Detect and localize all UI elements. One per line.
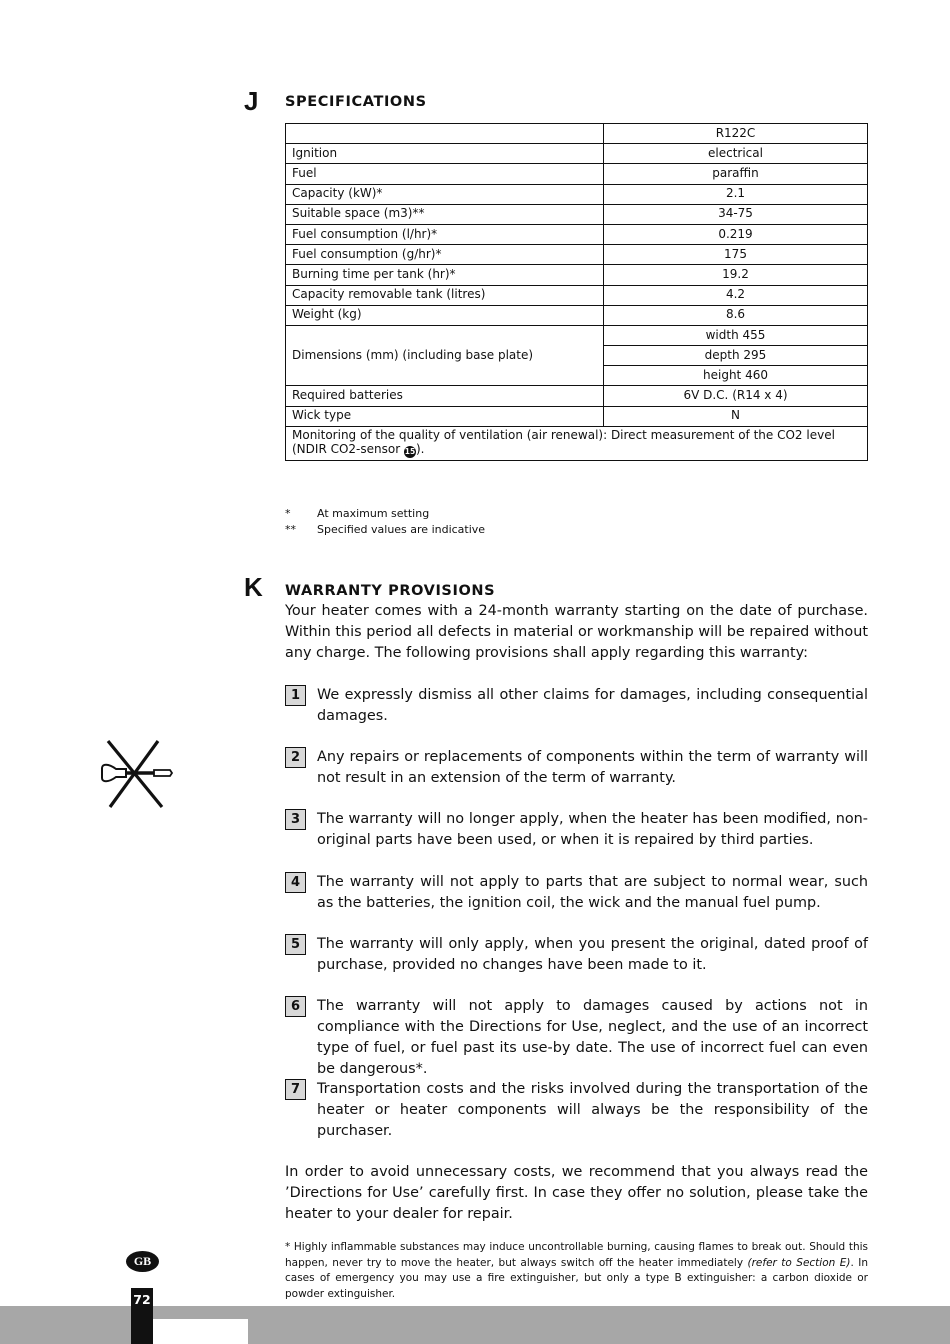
footnote-text: Specified values are indicative	[317, 523, 486, 536]
spec-label: Wick type	[286, 406, 604, 426]
spec-label: Required batteries	[286, 386, 604, 406]
table-row	[286, 144, 868, 164]
warranty-item	[285, 872, 868, 914]
table-row	[286, 406, 868, 426]
page-number: 72	[133, 1292, 151, 1307]
table-row	[286, 245, 868, 265]
dimension-height: height 460	[604, 366, 868, 386]
item-number: 1	[285, 685, 306, 706]
section-letter-j: J	[244, 86, 259, 116]
spec-label: Weight (kg)	[286, 305, 604, 325]
item-text: The warranty will not apply to parts that are subject to normal wear, such as the batteries, the ignition coil, the wick and the manual fuel pump.	[317, 874, 868, 911]
spec-label: Fuel consumption (l/hr)*	[286, 224, 604, 244]
spec-value: 6V D.C. (R14 x 4)	[604, 386, 868, 406]
item-number: 3	[285, 809, 306, 830]
table-row	[286, 124, 868, 144]
page-number-tab	[131, 1288, 153, 1344]
hazard-note-end: . In cases of emergency you may use a fire extinguisher, but only a type B extinguisher: a carbon dioxide or powder extinguisher.	[285, 1256, 868, 1300]
warranty-item	[285, 1079, 868, 1142]
monitoring-cell	[286, 426, 868, 460]
warranty-item	[285, 747, 868, 789]
table-row	[286, 386, 868, 406]
spec-value: 4.2	[604, 285, 868, 305]
item-number: 6	[285, 996, 306, 1017]
table-row	[286, 164, 868, 184]
warranty-closing: In order to avoid unnecessary costs, we recommend that you always read the ’Directions for Use’ carefully first. In case they offer no solution, please take the heater to your dealer for repair.	[285, 1164, 868, 1222]
model-header: R122C	[604, 124, 868, 144]
spec-value: 34-75	[604, 204, 868, 224]
table-row	[286, 224, 868, 244]
item-text: The warranty will no longer apply, when the heater has been modified, non-original parts have been used, or when it is repaired by third parties.	[317, 811, 868, 848]
footnote-mark: *	[285, 507, 291, 520]
spec-value: 19.2	[604, 265, 868, 285]
item-text: The warranty will only apply, when you present the original, dated proof of purchase, provided no changes have been made to it.	[317, 936, 868, 973]
item-text: The warranty will not apply to damages caused by actions not in compliance with the Directions for Use, neglect, and the use of an incorrect type of fuel, or fuel past its use-by date. The use of incorrect fuel can even be dangerous*.	[317, 998, 868, 1077]
table-cell-empty	[286, 124, 604, 144]
footnote-mark: **	[285, 523, 296, 536]
table-row	[286, 265, 868, 285]
monitoring-end: ).	[415, 441, 425, 456]
table-row	[286, 305, 868, 325]
item-text: Transportation costs and the risks involved during the transportation of the heater or heater components will always be the responsibility of the purchaser.	[317, 1081, 868, 1139]
hazard-note-ref: (refer to Section E)	[747, 1256, 851, 1269]
hazard-note	[285, 1240, 868, 1302]
item-text: Any repairs or replacements of components within the term of warranty will not result in an extension of the term of warranty.	[317, 749, 868, 786]
item-number: 2	[285, 747, 306, 768]
warranty-intro: Your heater comes with a 24-month warranty starting on the date of purchase. Within this period all defects in material or workmanship will be repaired without any charge. The following provisions shall apply regarding this warranty:	[285, 603, 868, 661]
spec-label: Capacity (kW)*	[286, 184, 604, 204]
table-row	[286, 204, 868, 224]
dimension-depth: depth 295	[604, 346, 868, 366]
footer-white-box	[152, 1319, 248, 1344]
spec-label: Fuel consumption (g/hr)*	[286, 245, 604, 265]
item-number: 5	[285, 934, 306, 955]
spec-value: electrical	[604, 144, 868, 164]
warranty-item	[285, 996, 868, 1080]
language-badge: GB	[126, 1251, 159, 1272]
footnote-text: At maximum setting	[317, 507, 430, 520]
item-number: 4	[285, 872, 306, 893]
warranty-item	[285, 685, 868, 727]
section-title-specifications: SPECIFICATIONS	[285, 94, 427, 110]
numbered-circle-icon: 15	[404, 446, 416, 456]
table-row	[286, 426, 868, 460]
footnote	[285, 508, 429, 519]
monitoring-text: Monitoring of the quality of ventilation (air renewal): Direct measurement of the CO2 level (NDIR CO2-sensor	[292, 427, 835, 456]
item-text: We expressly dismiss all other claims for damages, including consequential damages.	[317, 687, 868, 724]
spec-label: Fuel	[286, 164, 604, 184]
table-row	[286, 285, 868, 305]
dimensions-label: Dimensions (mm) (including base plate)	[286, 325, 604, 386]
section-letter-k: K	[244, 572, 263, 602]
spec-value: 2.1	[604, 184, 868, 204]
item-number: 7	[285, 1079, 306, 1100]
spec-value: 0.219	[604, 224, 868, 244]
warranty-item	[285, 934, 868, 976]
no-tools-icon	[96, 738, 176, 814]
footnote	[285, 524, 485, 535]
spec-label: Suitable space (m3)**	[286, 204, 604, 224]
dimension-width: width 455	[604, 325, 868, 345]
warranty-item	[285, 809, 868, 851]
section-title-warranty: WARRANTY PROVISIONS	[285, 583, 496, 599]
spec-value: N	[604, 406, 868, 426]
spec-label: Ignition	[286, 144, 604, 164]
spec-label: Burning time per tank (hr)*	[286, 265, 604, 285]
table-row	[286, 325, 868, 345]
hazard-note-text: * Highly inflammable substances may induce uncontrollable burning, causing flames to break out. Should this happen, never try to move the heater, but always switch off the heater immediately	[285, 1241, 868, 1269]
spec-value: 8.6	[604, 305, 868, 325]
spec-label: Capacity removable tank (litres)	[286, 285, 604, 305]
table-row	[286, 184, 868, 204]
spec-value: paraffin	[604, 164, 868, 184]
spec-value: 175	[604, 245, 868, 265]
specifications-table	[285, 123, 868, 461]
